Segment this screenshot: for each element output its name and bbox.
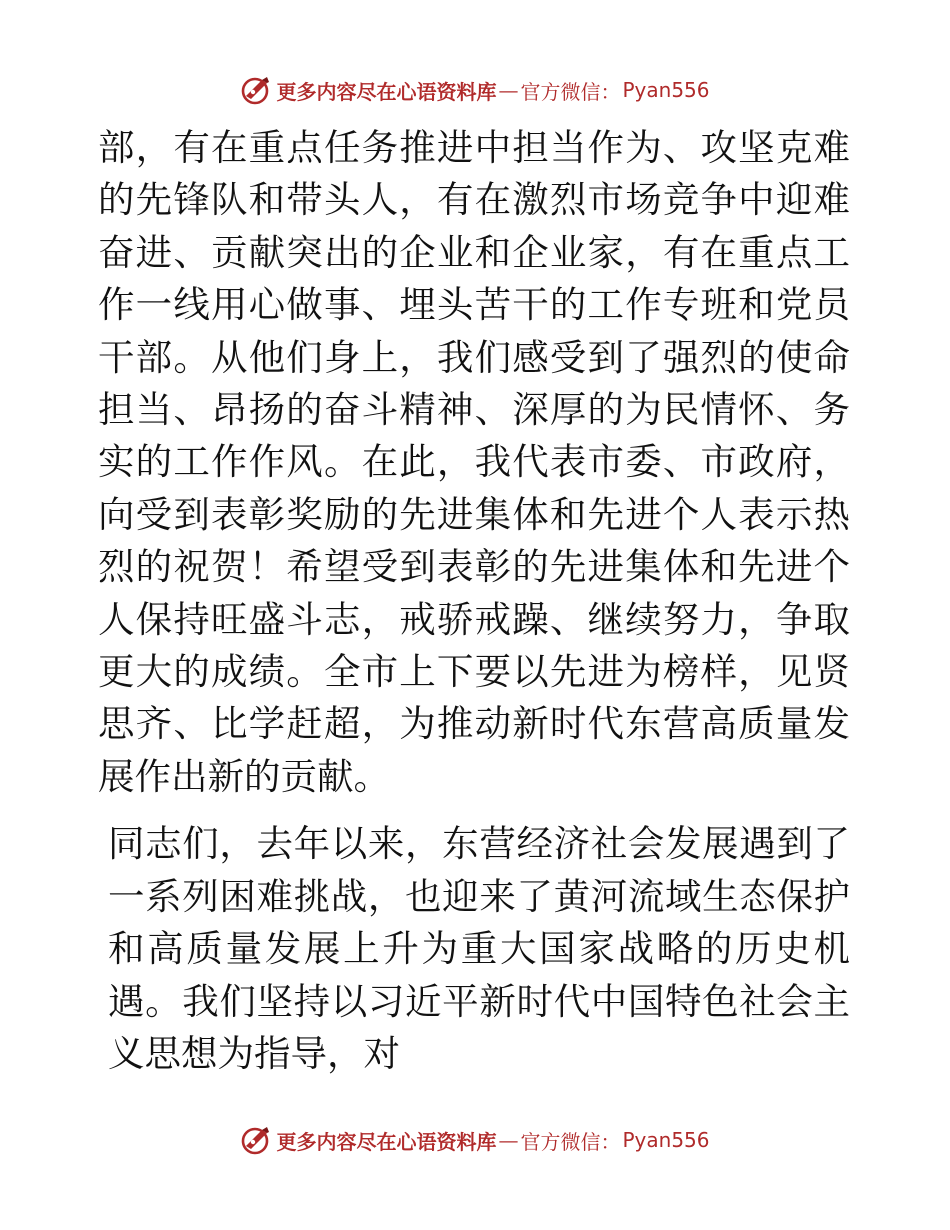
document-body bbox=[98, 122, 850, 1080]
banner-main-text: 更多内容尽在心语资料库 bbox=[276, 79, 497, 104]
banner-wechat-id: Pyan556 bbox=[622, 1128, 710, 1152]
banner-dash: — bbox=[498, 1128, 519, 1152]
body-paragraph: 部，有在重点任务推进中担当作为、攻坚克难的先锋队和带头人，有在激烈市场竞争中迎难奋进、贡献突出的企业和企业家，有在重点工作一线用心做事、埋头苦干的工作专班和党员干部。从他们身上，我们感受到了强烈的使命担当、昂扬的奋斗精神、深厚的为民情怀、务实的工作作风。在此，我代表市委、市政府，向受到表彰奖励的先进集体和先进个人表示热烈的祝贺！希望受到表彰的先进集体和先进个人保持旺盛斗志，戒骄戒躁、继续努力，争取更大的成绩。全市上下要以先进为榜样，见贤思齐、比学赶超，为推动新时代东营高质量发展作出新的贡献。 bbox=[98, 126, 850, 798]
body-paragraph: 同志们，去年以来，东营经济社会发展遇到了一系列困难挑战，也迎来了黄河流域生态保护和高质量发展上升为重大国家战略的历史机遇。我们坚持以习近平新时代中国特色社会主义思想为指导，对 bbox=[108, 822, 850, 1075]
pen-logo-icon bbox=[240, 1124, 272, 1156]
banner-wechat-id: Pyan556 bbox=[622, 78, 710, 102]
header-watermark-banner bbox=[0, 70, 950, 110]
pen-logo-icon bbox=[240, 74, 272, 106]
banner-main-text: 更多内容尽在心语资料库 bbox=[276, 1129, 497, 1154]
banner-wechat-label: 官方微信： bbox=[520, 1129, 621, 1154]
banner-wechat-label: 官方微信： bbox=[520, 79, 621, 104]
banner-dash: — bbox=[498, 78, 519, 102]
footer-watermark-banner bbox=[0, 1120, 950, 1160]
